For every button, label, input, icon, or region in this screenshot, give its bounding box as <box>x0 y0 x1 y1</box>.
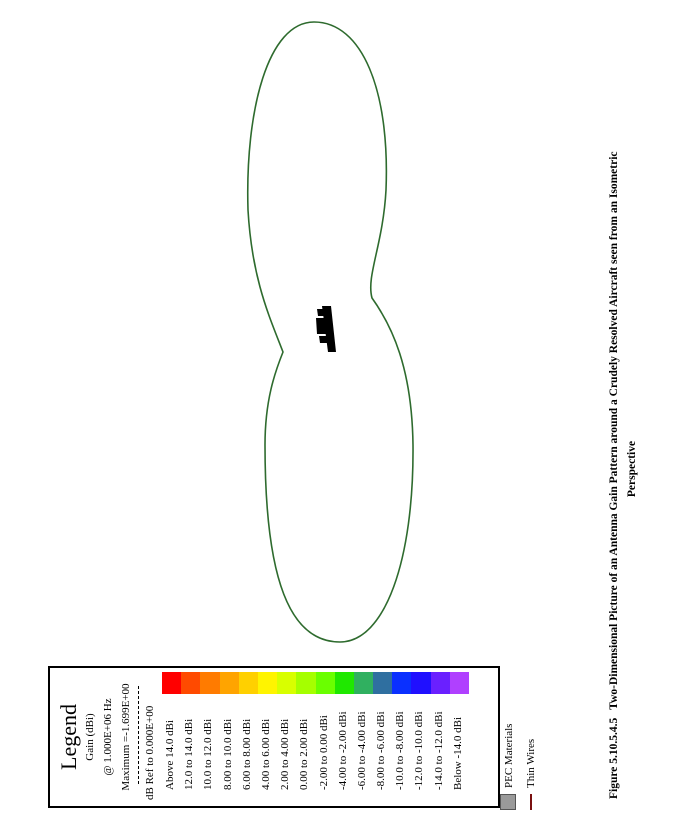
legend-level-row <box>411 668 430 806</box>
legend-level-row <box>162 668 181 806</box>
legend-level-row <box>316 668 335 806</box>
legend-level-swatch <box>335 672 354 694</box>
aircraft-wing-upper <box>317 309 327 316</box>
caption-text: Two-Dimensional Picture of an Antenna Gain Pattern around a Crudely Resolved Aircraft seen from an Isometric <box>608 151 620 710</box>
legend-level-label: Below -14.0 dBi <box>451 716 464 790</box>
figure-number: Figure 5.10.5.4.5 <box>608 717 620 799</box>
legend-level-label: 0.00 to 2.00 dBi <box>298 718 311 790</box>
legend-level-label: -12.0 to -10.0 dBi <box>413 711 426 790</box>
legend-level-row <box>277 668 296 806</box>
legend-reference: dB Ref to 0.000E+00 <box>144 705 156 800</box>
legend-level-label: 12.0 to 14.0 dBi <box>183 718 196 790</box>
legend-level-row <box>373 668 392 806</box>
legend-level-label: -6.00 to -4.00 dBi <box>355 711 368 790</box>
legend-level-label: -2.00 to 0.00 dBi <box>317 715 330 790</box>
legend-level-label: Above 14.0 dBi <box>164 720 176 790</box>
aircraft-model <box>316 306 336 352</box>
legend-level-swatch <box>200 672 219 694</box>
materials-legend <box>500 680 540 810</box>
legend-level-row <box>181 668 200 806</box>
legend-level-swatch <box>220 672 239 694</box>
legend-level-swatch <box>296 672 315 694</box>
legend-maximum: Maximum =-1.699E+00 <box>120 683 132 791</box>
legend-level-label: 6.00 to 8.00 dBi <box>240 718 253 790</box>
legend-level-row <box>220 668 239 806</box>
legend-level-swatch <box>450 672 469 694</box>
legend-level-label: -8.00 to -6.00 dBi <box>375 711 388 790</box>
materials-legend-frame <box>500 680 540 810</box>
legend-level-label: 8.00 to 10.0 dBi <box>221 718 234 790</box>
pec-materials-label: PEC Materials <box>503 723 515 788</box>
caption-line-1 <box>608 152 620 800</box>
legend-level-row <box>450 668 469 806</box>
legend-level-swatch <box>258 672 277 694</box>
legend-level-label: 2.00 to 4.00 dBi <box>279 718 292 790</box>
legend-frequency: @ 1.000E+06 Hz <box>102 698 114 776</box>
legend-level-swatch <box>181 672 200 694</box>
legend-panel <box>48 666 500 808</box>
legend-level-swatch <box>239 672 258 694</box>
legend-level-row <box>392 668 411 806</box>
legend-level-swatch <box>277 672 296 694</box>
legend-level-row <box>258 668 277 806</box>
legend-color-scale <box>162 668 469 806</box>
legend-level-row <box>296 668 315 806</box>
legend-level-swatch <box>392 672 411 694</box>
legend-level-row <box>354 668 373 806</box>
legend-separator <box>138 686 139 784</box>
pec-materials-swatch <box>500 794 516 810</box>
legend-level-swatch <box>411 672 430 694</box>
legend-level-row <box>335 668 354 806</box>
legend-level-swatch <box>354 672 373 694</box>
figure-caption <box>606 40 648 805</box>
legend-level-row <box>239 668 258 806</box>
aircraft-wing <box>316 318 333 334</box>
legend-level-swatch <box>373 672 392 694</box>
legend-level-label: -4.00 to -2.00 dBi <box>336 711 349 790</box>
aircraft-tail <box>319 336 331 343</box>
legend-level-swatch <box>316 672 335 694</box>
legend-level-swatch <box>162 672 181 694</box>
figure-caption-text <box>606 40 648 805</box>
legend-quantity: Gain (dBi) <box>84 713 96 761</box>
thin-wires-swatch <box>530 794 532 810</box>
legend-frame <box>48 666 500 808</box>
legend-level-row <box>200 668 219 806</box>
thin-wires-entry <box>522 680 542 810</box>
legend-level-row <box>431 668 450 806</box>
legend-title: Legend <box>56 704 81 770</box>
legend-level-label: -10.0 to -8.00 dBi <box>394 711 407 790</box>
legend-level-label: 4.00 to 6.00 dBi <box>259 718 272 790</box>
legend-level-swatch <box>431 672 450 694</box>
legend-level-label: -14.0 to -12.0 dBi <box>432 711 445 790</box>
legend-level-label: 10.0 to 12.0 dBi <box>202 718 215 790</box>
caption-line-2: Perspective <box>626 440 638 498</box>
pec-materials-entry <box>500 680 520 810</box>
thin-wires-label: Thin Wires <box>525 738 537 788</box>
